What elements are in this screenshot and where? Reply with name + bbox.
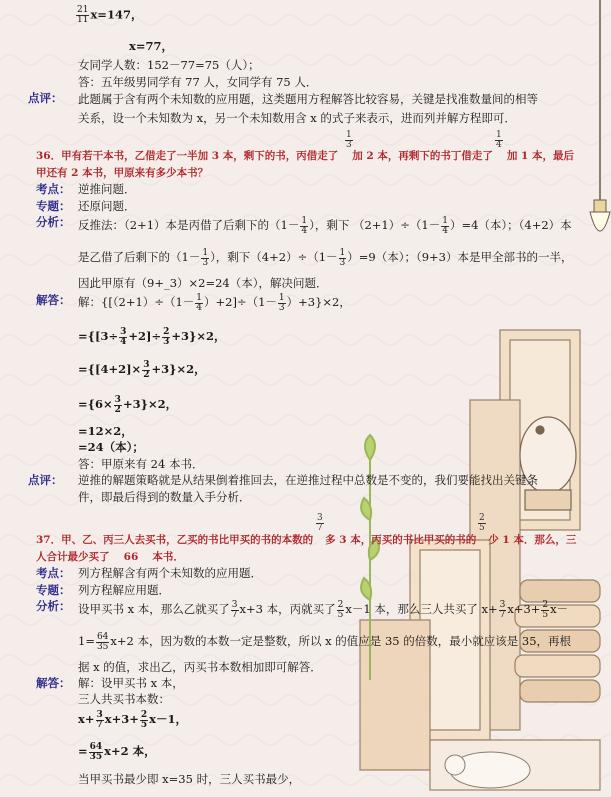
top-eq-1: $\frac{21}{11}$ x=147， bbox=[77, 5, 143, 25]
top-comment-2: 关系，设一个未知数为 x，另一个未知数用含 x 的式子来表示，进而列并解方程即可． bbox=[78, 111, 516, 125]
top-eq-3: 女同学人数：152－77=75（人）； bbox=[78, 58, 260, 72]
top-eq-2: x=77， bbox=[129, 39, 173, 53]
fraction: $\frac{21}{11}$ bbox=[77, 5, 89, 25]
q37-solution-4: = $\frac{64}{35}$ x+2 本， bbox=[78, 741, 156, 762]
q36-solution-6: =24（本）； bbox=[78, 440, 144, 454]
q37-zhuanti: 列方程解应用题． bbox=[78, 583, 170, 597]
fenxi-label: 分析： bbox=[36, 599, 71, 613]
q36-answer: 答：甲原来有 24 本书． bbox=[78, 457, 204, 471]
q36-solution-4: ={6× $\frac{3}{2}$ +3}×2， bbox=[78, 394, 178, 415]
dianping-label: 点评： bbox=[28, 473, 63, 487]
q36-frac-a: $\frac{1}{3}$ bbox=[346, 130, 352, 150]
q36-kaodian: 逆推问题． bbox=[78, 182, 136, 196]
jieda-label: 解答： bbox=[36, 293, 71, 307]
q36-analysis-1: 反推法：（2+1）本是丙借了后剩下的（1－ $\frac{1}{4}$ ），剩下 （2+1）÷（1－ $\frac{1}{4}$ ）=4（本）；（4+2）本 bbox=[78, 215, 572, 236]
q37-solution-5: 当甲买书最少即 x=35 时，三人买书最少， bbox=[78, 772, 301, 786]
q36-analysis-3: 因此甲原有（9+_3）×2=24（本），解决问题． bbox=[78, 276, 328, 290]
q36-analysis-2: 是乙借了后剩下的（1－ $\frac{1}{3}$ ），剩下（4+2）÷（1－ $\frac{1}{3}$ ）=9（本）；（9+3）本是甲全部书的一半， bbox=[78, 247, 573, 268]
kaodian-label: 考点： bbox=[36, 182, 71, 196]
q37-kaodian: 列方程解含有两个未知数的应用题． bbox=[78, 566, 262, 580]
zhuanti-label: 专题： bbox=[36, 199, 71, 213]
top-comment-1: 此题属于含有两个未知数的应用题，这类题用方程解答比较容易，关键是找准数量间的相等 bbox=[78, 92, 538, 106]
top-answer: 答：五年级男同学有 77 人，女同学有 75 人． bbox=[78, 75, 318, 89]
q37-solution-1: 解：设甲买书 x 本， bbox=[78, 676, 184, 690]
comment-label: 点评： bbox=[28, 91, 63, 105]
q36-title: 36．甲有若干本书，乙借走了一半加 3 本，剩下的书，丙借走了 加 2 本，再剩下的书丁借走了 加 1 本，最后 bbox=[36, 150, 574, 162]
q36-comment-1: 逆推的解题策略就是从结果倒着推回去，在逆推过程中总数是不变的，我们要能找出关键条 bbox=[78, 473, 538, 487]
q37-title-2: 人合计最少买了 66 本书． bbox=[36, 551, 184, 563]
q37-analysis-3: 据 x 的值，求出乙，丙买书本数相加即可解答． bbox=[78, 660, 322, 674]
bird-figure bbox=[520, 417, 576, 510]
q37-frac-a: $\frac{3}{7}$ bbox=[317, 513, 323, 533]
q37-analysis-2: 1= $\frac{64}{35}$ x+2 本，因为数的本数一定是整数，所以 x 的值应是 35 的倍数，最小就应该是 35，再根 bbox=[78, 631, 572, 652]
fenxi-label: 分析： bbox=[36, 215, 71, 229]
kaodian-label: 考点： bbox=[36, 566, 71, 580]
q37-solution-3: x+ $\frac{3}{7}$ x+3+ $\frac{2}{5}$ x－1， bbox=[78, 709, 188, 730]
q37-title: 37．甲、乙、丙三人去买书，乙买的书比甲买的书的本数的 多 3 本，丙买的书比甲买的书的 少 1 本．那么，三 bbox=[36, 534, 577, 546]
q37-analysis-1: 设甲买书 x 本，那么乙就买了 $\frac{3}{7}$ x+3 本，丙就买了 $\frac{2}{5}$ x－1 本，那么三人共买了 x+ $\frac{3}{7}$ x+3+ $\frac{2}{5}$ x－ bbox=[78, 599, 569, 620]
zhuanti-label: 专题： bbox=[36, 583, 71, 597]
q37-solution-2: 三人共买书本数： bbox=[78, 692, 170, 706]
q37-frac-b: $\frac{2}{5}$ bbox=[479, 513, 485, 533]
q36-comment-2: 件，即最后得到的数量入手分析． bbox=[78, 490, 251, 504]
q36-solution-2: ={[3÷ $\frac{3}{4}$ +2]÷ $\frac{2}{3}$ +3}×2， bbox=[78, 326, 226, 347]
q36-frac-b: $\frac{1}{4}$ bbox=[496, 130, 502, 150]
q36-zhuanti: 还原问题． bbox=[78, 199, 136, 213]
q36-solution-3: ={[4+2]× $\frac{3}{2}$ +3}×2， bbox=[78, 359, 206, 380]
q36-solution-1: 解：{[（2+1）÷（1－ $\frac{1}{4}$ ）+2]÷（1－ $\frac{1}{3}$ ）+3}×2， bbox=[78, 292, 351, 313]
q36-title-2: 甲还有 2 本书，甲原来有多少本书？ bbox=[36, 167, 209, 179]
jieda-label: 解答： bbox=[36, 676, 71, 690]
q36-solution-5: =12×2， bbox=[78, 424, 133, 438]
